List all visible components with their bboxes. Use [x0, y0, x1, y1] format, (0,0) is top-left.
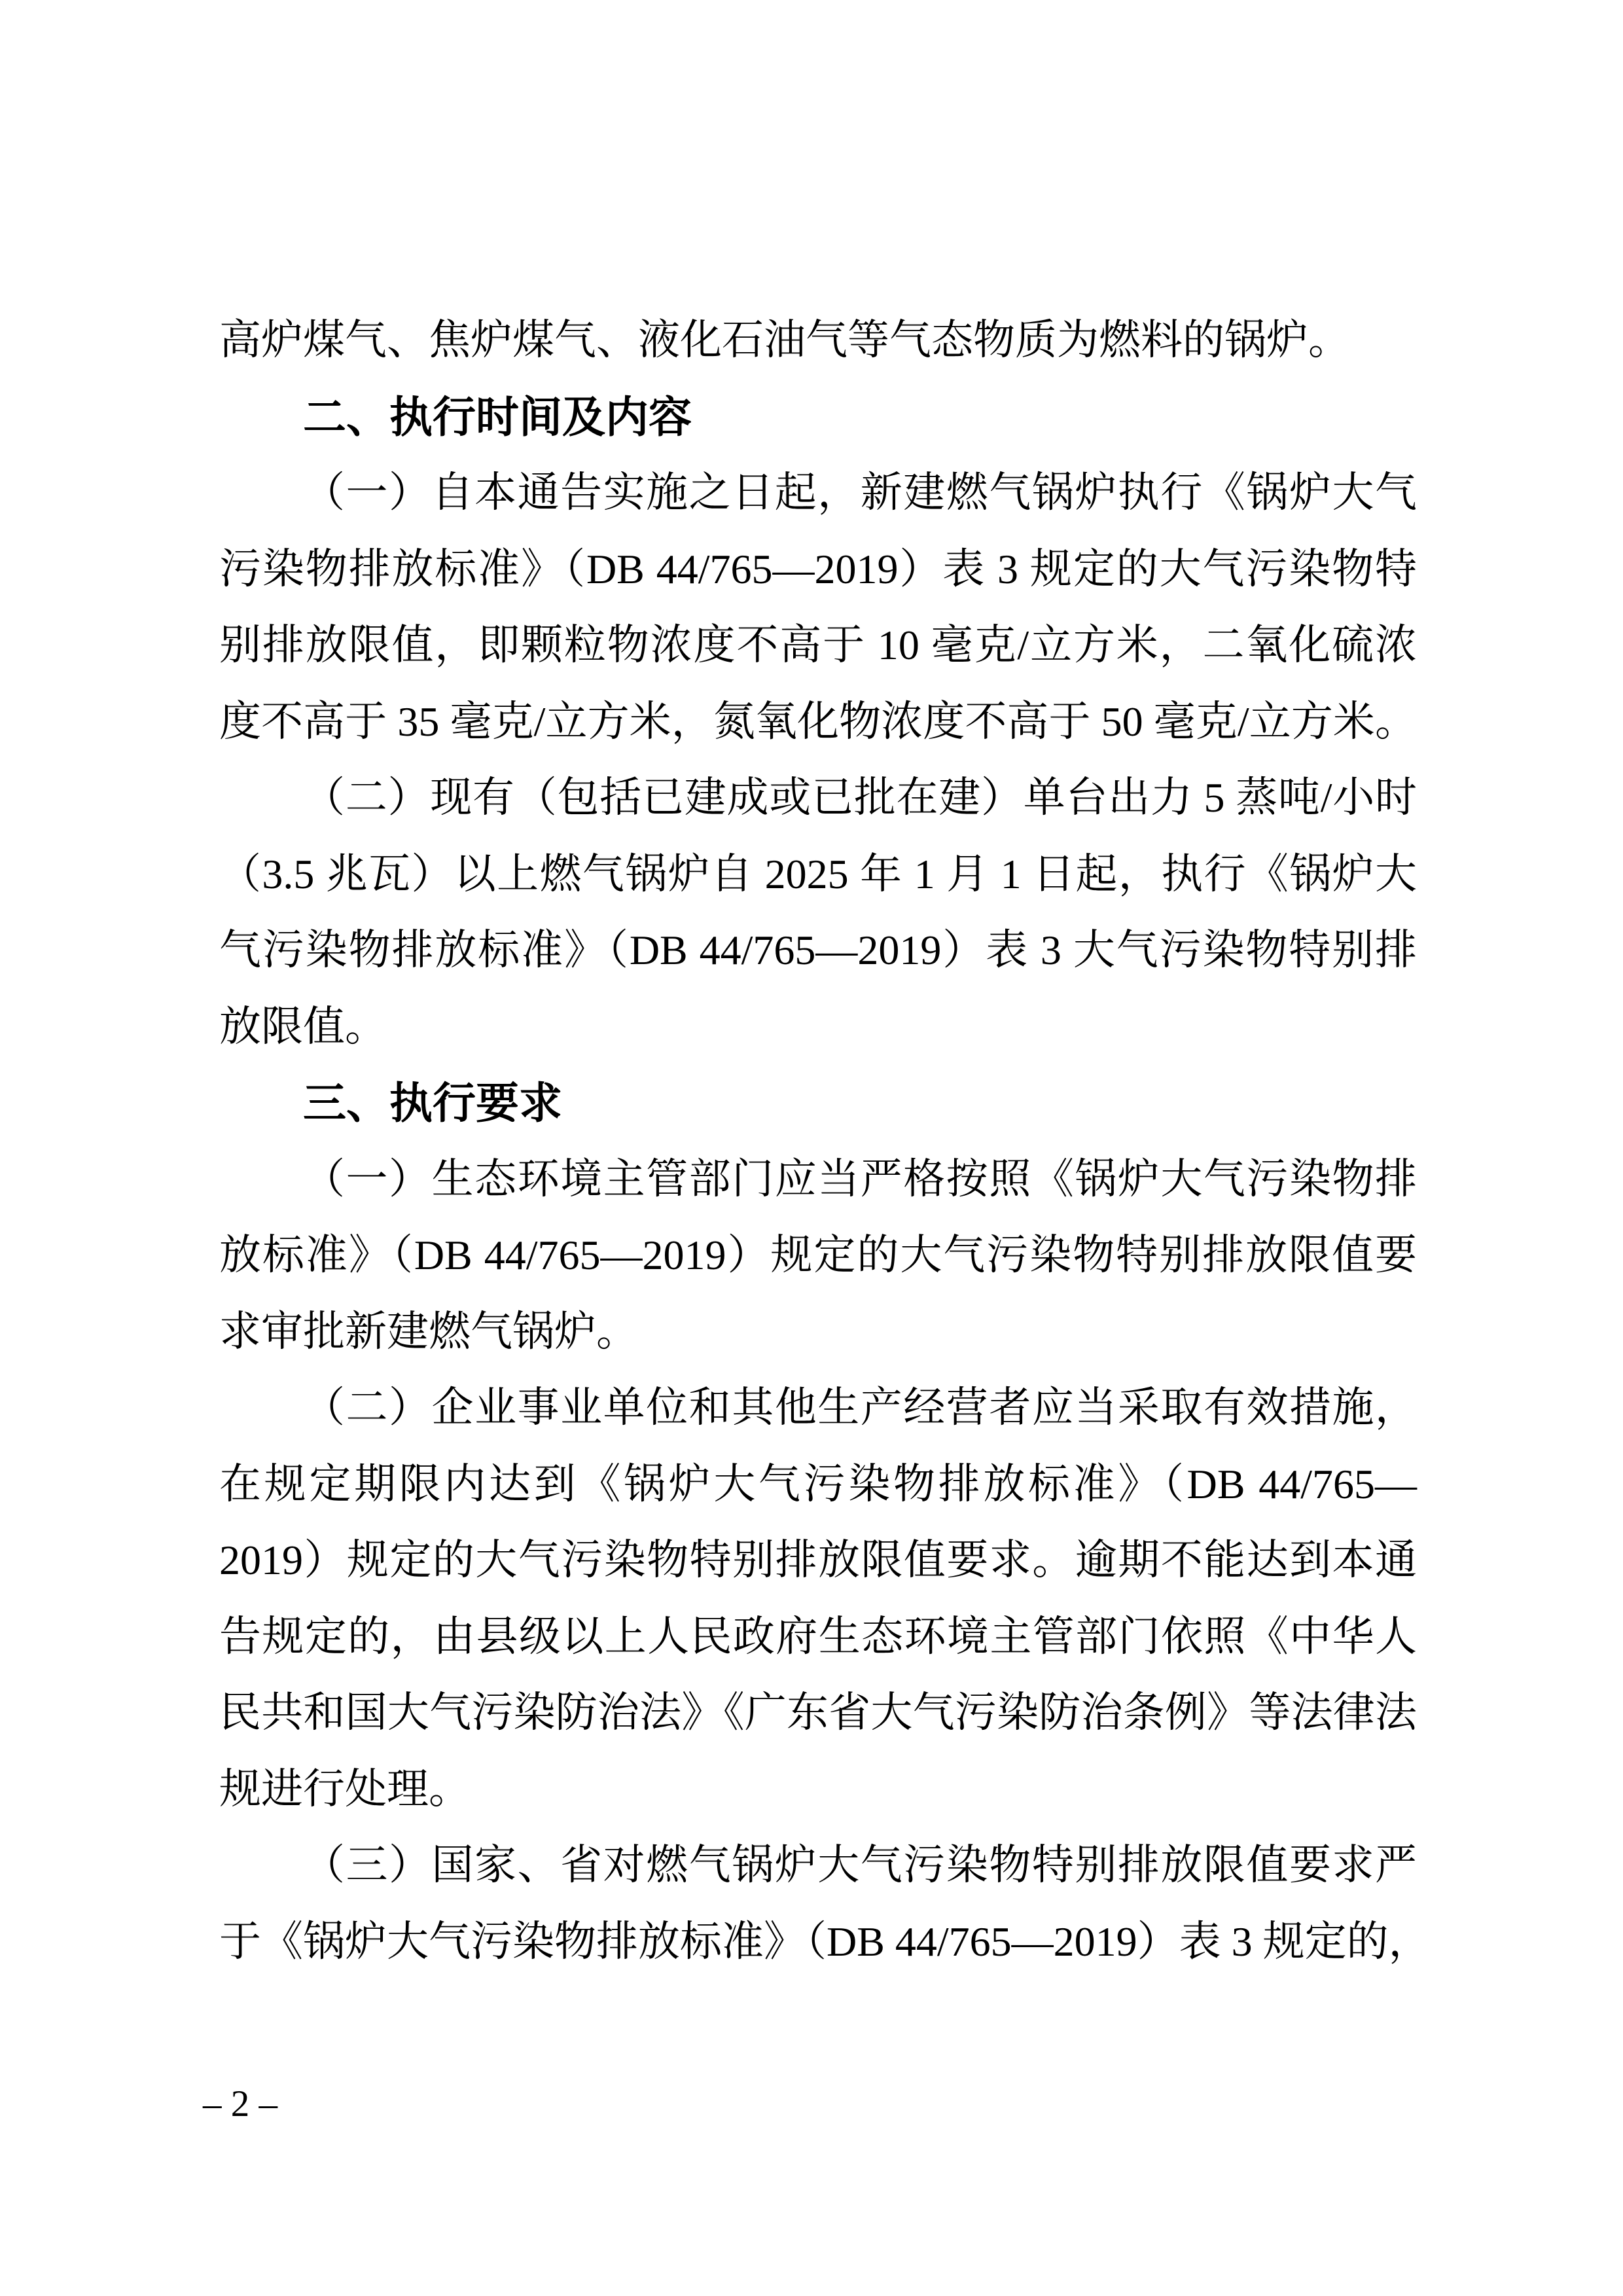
- text-line: 度不高于 35 毫克/立方米，氮氧化物浓度不高于 50 毫克/立方米。: [219, 698, 1417, 745]
- text-line: 放标准》（DB 44/765—2019）规定的大气污染物特别排放限值要: [219, 1232, 1417, 1278]
- text-line: 民共和国大气污染防治法》《广东省大气污染防治条例》等法律法: [219, 1689, 1417, 1736]
- text-line: 放限值。: [219, 1003, 387, 1050]
- text-line: 规进行处理。: [219, 1765, 471, 1812]
- page-number: – 2 –: [203, 2083, 277, 2125]
- text-line: （一）自本通告实施之日起，新建燃气锅炉执行《锅炉大气: [303, 469, 1417, 516]
- text-line: 求审批新建燃气锅炉。: [219, 1308, 638, 1355]
- text-line: （二）现有（包括已建成或已批在建）单台出力 5 蒸吨/小时: [303, 774, 1417, 821]
- text-line: 告规定的，由县级以上人民政府生态环境主管部门依照《中华人: [219, 1613, 1417, 1660]
- text-line: （二）企业事业单位和其他生产经营者应当采取有效措施，: [303, 1384, 1417, 1431]
- text-line: 别排放限值，即颗粒物浓度不高于 10 毫克/立方米，二氧化硫浓: [219, 622, 1417, 668]
- text-line: （一）生态环境主管部门应当严格按照《锅炉大气污染物排: [303, 1155, 1417, 1202]
- document-body: [219, 302, 1431, 1980]
- section-heading: 二、执行时间及内容: [303, 392, 692, 441]
- text-line: 污染物排放标准》（DB 44/765—2019）表 3 规定的大气污染物特: [219, 545, 1417, 592]
- text-line: 高炉煤气、焦炉煤气、液化石油气等气态物质为燃料的锅炉。: [219, 317, 1350, 363]
- text-line: 2019）规定的大气污染物特别排放限值要求。逾期不能达到本通: [219, 1537, 1417, 1583]
- text-line: 气污染物排放标准》（DB 44/765—2019）表 3 大气污染物特别排: [219, 927, 1417, 973]
- section-heading: 三、执行要求: [303, 1079, 562, 1127]
- text-line: 于《锅炉大气污染物排放标准》（DB 44/765—2019）表 3 规定的，: [219, 1918, 1431, 1965]
- text-line: 在规定期限内达到《锅炉大气污染物排放标准》（DB 44/765—: [219, 1460, 1417, 1507]
- text-line: （三）国家、省对燃气锅炉大气污染物特别排放限值要求严: [303, 1842, 1417, 1888]
- text-line: （3.5 兆瓦）以上燃气锅炉自 2025 年 1 月 1 日起，执行《锅炉大: [219, 850, 1417, 897]
